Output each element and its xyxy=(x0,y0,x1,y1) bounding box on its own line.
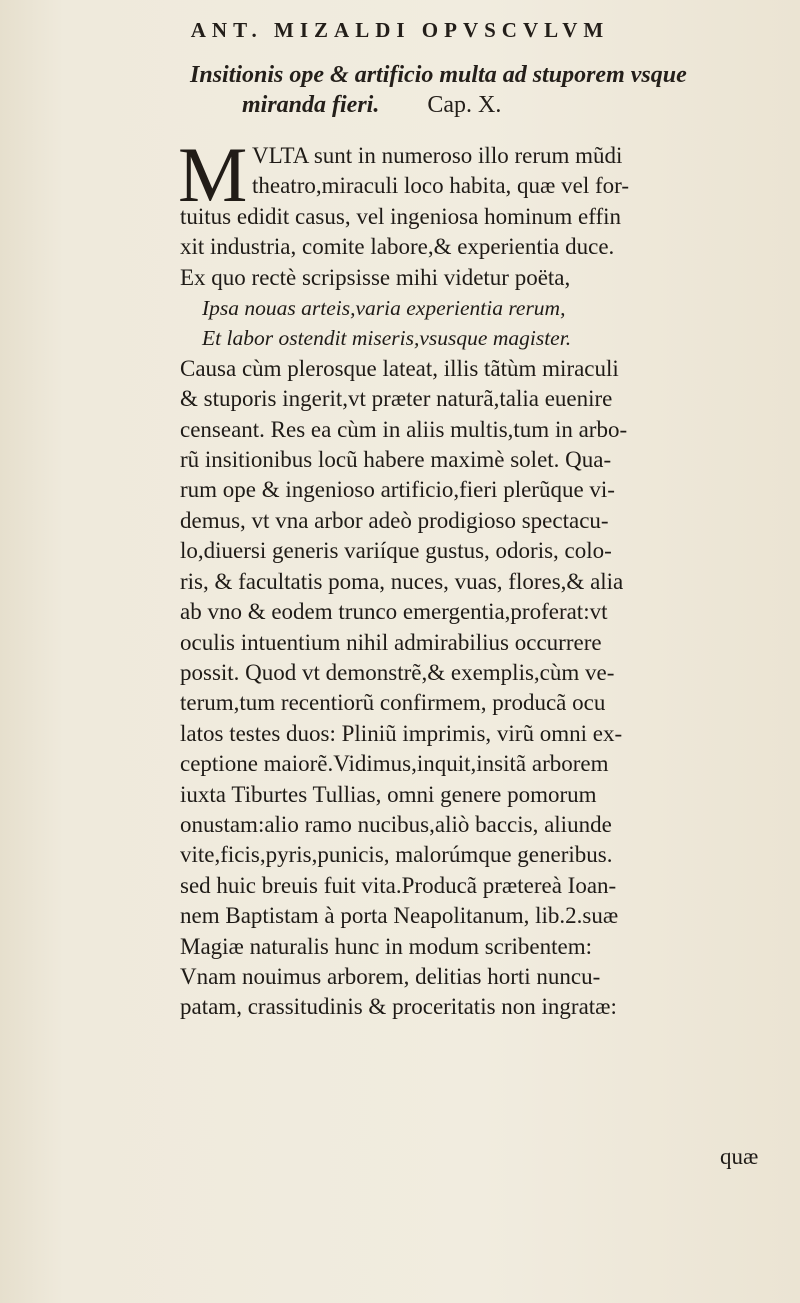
text-line: Ex quo rectè scripsisse mihi videtur poëta, xyxy=(180,264,571,290)
text-line: Causa cùm plerosque lateat, illis tãtùm miraculi xyxy=(180,355,619,381)
text-line: demus, vt vna arbor adeò prodigioso spectacu- xyxy=(180,507,609,533)
text-line: vite,ficis,pyris,punicis, malorúmque generibus. xyxy=(180,842,613,868)
catchword: quæ xyxy=(720,1144,759,1169)
text-line: latos testes duos: Pliniũ imprimis, virũ omni ex- xyxy=(180,720,623,746)
chapter-title-line-2 xyxy=(190,90,790,120)
text-line: oculis intuentium nihil admirabilius occurrere xyxy=(180,629,602,655)
text-line: rũ insitionibus locũ habere maximè solet. Qua- xyxy=(180,447,612,473)
text-line: Magiæ naturalis hunc in modum scribentem: xyxy=(180,933,593,959)
text-line: iuxta Tiburtes Tullias, omni genere pomorum xyxy=(180,781,597,807)
text-line: possit. Quod vt demonstrẽ,& exemplis,cùm ve- xyxy=(180,659,615,685)
verse-line: Ipsa nouas arteis,varia experientia rerum, xyxy=(202,296,566,321)
running-head: ANT. MIZALDI OPVSCVLVM xyxy=(190,18,610,42)
text-line: Vnam nouimus arborem, delitias horti nuncu- xyxy=(180,963,601,989)
text-line: ab vno & eodem trunco emergentia,proferat:vt xyxy=(180,599,608,625)
text-line: rum ope & ingenioso artificio,fieri plerũque vi- xyxy=(180,477,615,503)
chapter-number: Cap. X. xyxy=(427,92,502,118)
text-line: onustam:alio ramo nucibus,aliò baccis, aliunde xyxy=(180,811,612,837)
text-line: tuitus edidit casus, vel ingeniosa hominum effin xyxy=(180,203,621,229)
text-line: VLTA sunt in numeroso illo rerum mũdi xyxy=(252,143,623,168)
drop-cap-initial: M xyxy=(178,131,248,218)
text-line: theatro,miraculi loco habita, quæ vel for- xyxy=(252,173,629,199)
text-line: terum,tum recentiorũ confirmem, producã ocu xyxy=(180,690,606,716)
chapter-title-line-1: Insitionis ope & artificio multa ad stuporem vsque xyxy=(190,62,687,88)
verse-line: Et labor ostendit miseris,vsusque magister. xyxy=(202,326,572,351)
text-line: ceptione maiorẽ.Vidimus,inquit,insitã arborem xyxy=(180,751,609,777)
text-line: nem Baptistam à porta Neapolitanum, lib.2.suæ xyxy=(180,903,619,929)
chapter-title xyxy=(190,60,790,120)
text-line: xit industria, comite labore,& experientia duce. xyxy=(180,234,615,260)
text-line: & stuporis ingerit,vt præter naturã,talia euenire xyxy=(180,386,613,412)
body-text xyxy=(180,141,780,1023)
chapter-title-line-2-text: miranda fieri. xyxy=(242,92,380,118)
text-line: lo,diuersi generis variíque gustus, odoris, colo- xyxy=(180,538,612,564)
text-line: censeant. Res ea cùm in aliis multis,tum in arbo- xyxy=(180,416,628,442)
text-line: sed huic breuis fuit vita.Producã prætereà Ioan- xyxy=(180,872,617,898)
text-line: patam, crassitudinis & proceritatis non ingratæ: xyxy=(180,994,617,1020)
text-line: ris, & facultatis poma, nuces, vuas, flores,& alia xyxy=(180,568,624,594)
